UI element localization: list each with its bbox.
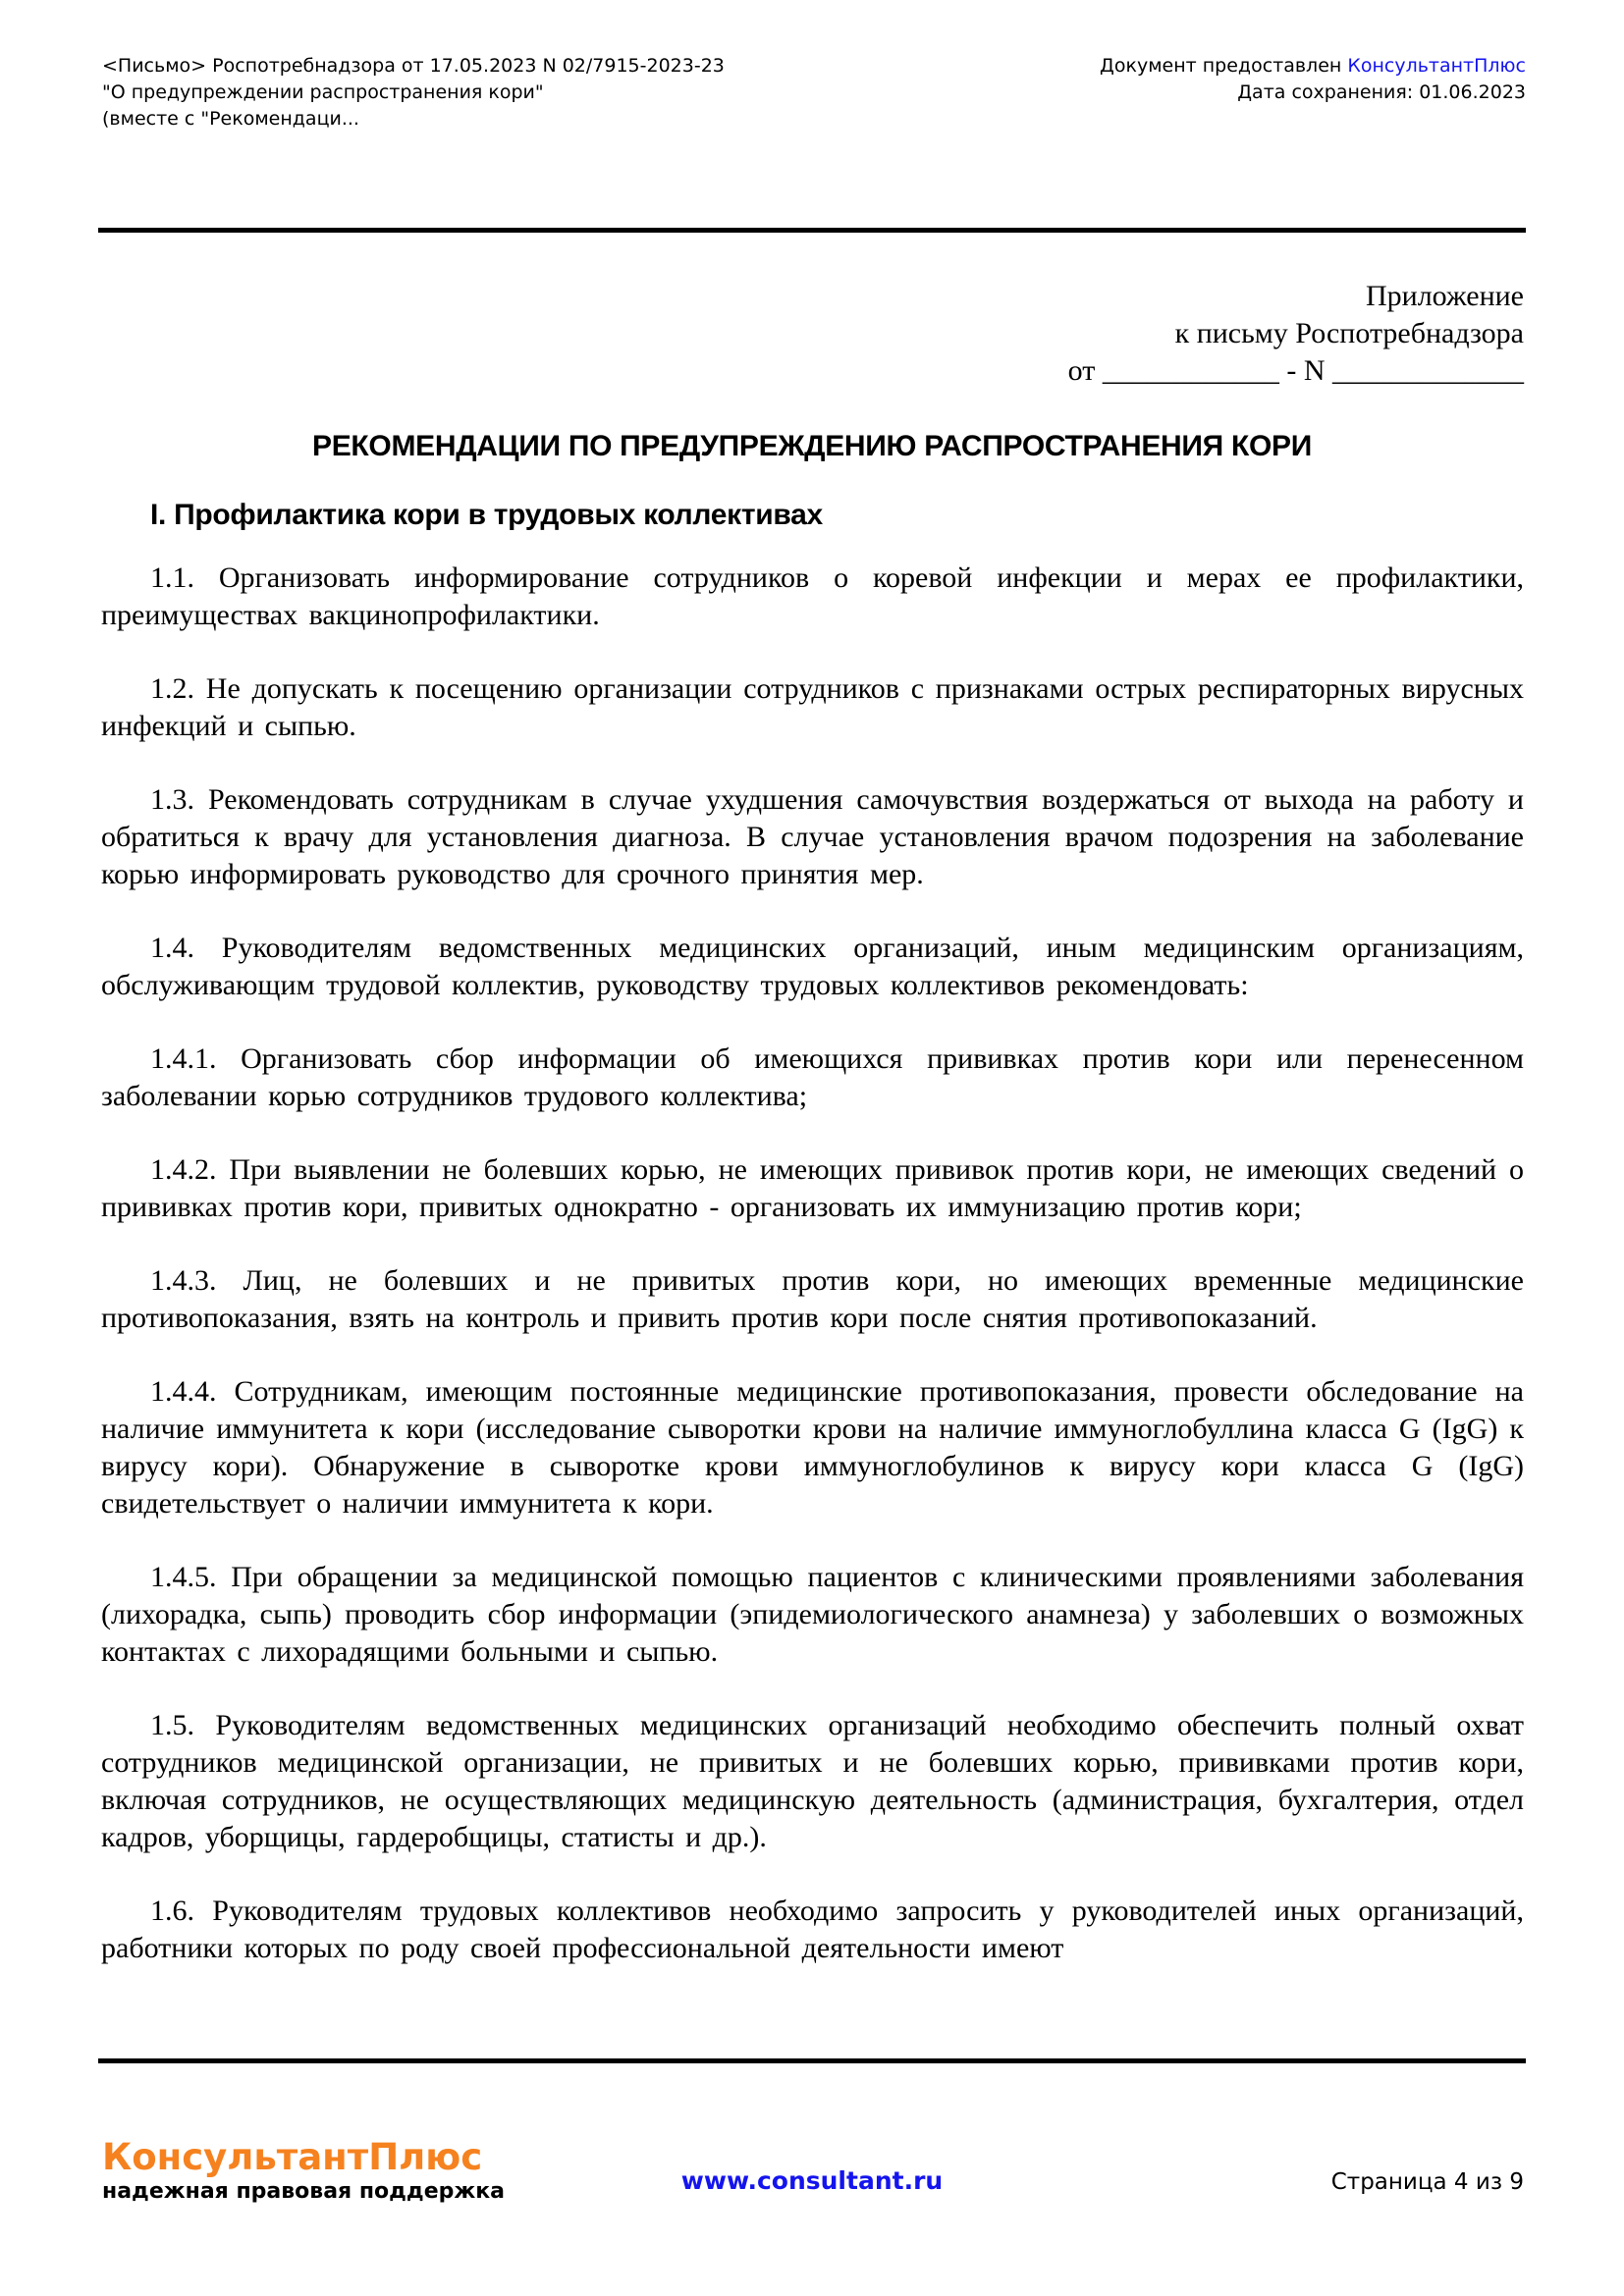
page-header (102, 53, 1526, 133)
top-rule (98, 228, 1526, 233)
document-reference (102, 53, 725, 133)
appendix-line-2: к письму Роспотребнадзора (1174, 317, 1524, 349)
doc-ref-line-3: (вместе с "Рекомендаци... (102, 108, 359, 130)
body-paragraph: 1.3. Рекомендовать сотрудникам в случае ухудшения самочувствия воздержаться от выхода на работу и обратиться к врачу для установления диагноза. В случае установления врачом подозрения на заболевание корью информировать руководство для срочного принятия мер. (101, 783, 1524, 890)
logo-subtitle: надежная правовая поддержка (102, 2179, 506, 2204)
save-date: Дата сохранения: 01.06.2023 (1237, 81, 1526, 103)
body-paragraph: 1.4.3. Лиц, не болевших и не привитых против кори, но имеющих временные медицинские противопоказания, взять на контроль и привить против кори после снятия противопоказаний. (101, 1264, 1524, 1334)
body-paragraph: 1.2. Не допускать к посещению организации сотрудников с признаками острых респираторных вирусных инфекций и сыпью. (101, 672, 1524, 742)
body-paragraph: 1.4.2. При выявлении не болевших корью, не имеющих прививок против кори, не имеющих сведений о прививках против кори, привитых однократно - организовать их иммунизацию против кори; (101, 1153, 1524, 1223)
bottom-rule (98, 2058, 1526, 2063)
body-paragraph: 1.5. Руководителям ведомственных медицинских организаций необходимо обеспечить полный охват сотрудников медицинской организации, не привитых и не болевших корью, прививками против кори, включая сотрудников, не осуществляющих медицинскую деятельность (администрация, бухгалтерия, отдел кадров, уборщицы, гардеробщицы, статисты и др.). (101, 1709, 1524, 1853)
appendix-block (1068, 278, 1524, 390)
document-body (101, 560, 1524, 2003)
appendix-line-1: Приложение (1365, 280, 1524, 312)
doc-ref-line-2: "О предупреждении распространения кори" (102, 81, 544, 103)
website-link[interactable]: www.consultant.ru (680, 2166, 944, 2195)
body-paragraph: 1.4.4. Сотрудникам, имеющим постоянные медицинские противопоказания, провести обследование на наличие иммунитета к кори (исследование сыворотки крови на наличие иммуноглобуллина класса G (IgG) к вирусу кори). Обнаружение в сыворотке крови иммуноглобулинов к вирусу кори класса G (IgG) свидетельствует о наличии иммунитета к кори. (101, 1375, 1524, 1520)
body-paragraph: 1.6. Руководителям трудовых коллективов необходимо запросить у руководителей иных организаций, работники которых по роду своей профессиональной деятельности имеют (101, 1895, 1524, 1964)
doc-ref-line-1: <Письмо> Роспотребнадзора от 17.05.2023 N 02/7915-2023-23 (102, 55, 725, 77)
page-number: Страница 4 из 9 (1330, 2169, 1524, 2195)
body-paragraph: 1.4. Руководителям ведомственных медицинских организаций, иным медицинским организациям, обслуживающим трудовой коллектив, руководству трудовых коллективов рекомендовать: (101, 932, 1524, 1001)
consultantplus-link[interactable]: КонсультантПлюс (1347, 55, 1526, 77)
appendix-line-3: от ____________ - N _____________ (1067, 354, 1524, 387)
provided-by-line (1100, 53, 1526, 80)
body-paragraph: 1.4.5. При обращении за медицинской помощью пациентов с клиническими проявлениями заболевания (лихорадка, сыпь) проводить сбор информации (эпидемиологического анамнеза) у заболевших о возможных контактах с лихорадящими больными и сыпью. (101, 1561, 1524, 1668)
section-heading: I. Профилактика кори в трудовых коллективах (150, 499, 823, 531)
provided-by-block (1100, 53, 1526, 133)
body-paragraph: 1.4.1. Организовать сбор информации об имеющихся прививках против кори или перенесенном заболевании корью сотрудников трудового коллектива; (101, 1042, 1524, 1112)
body-paragraph: 1.1. Организовать информирование сотрудников о коревой инфекции и мерах ее профилактики, преимуществах вакцинопрофилактики. (101, 561, 1524, 631)
logo-title: КонсультантПлюс (102, 2136, 483, 2178)
provided-by-text: Документ предоставлен (1100, 55, 1348, 77)
document-title: РЕКОМЕНДАЦИИ ПО ПРЕДУПРЕЖДЕНИЮ РАСПРОСТРАНЕНИЯ КОРИ (311, 430, 1312, 462)
